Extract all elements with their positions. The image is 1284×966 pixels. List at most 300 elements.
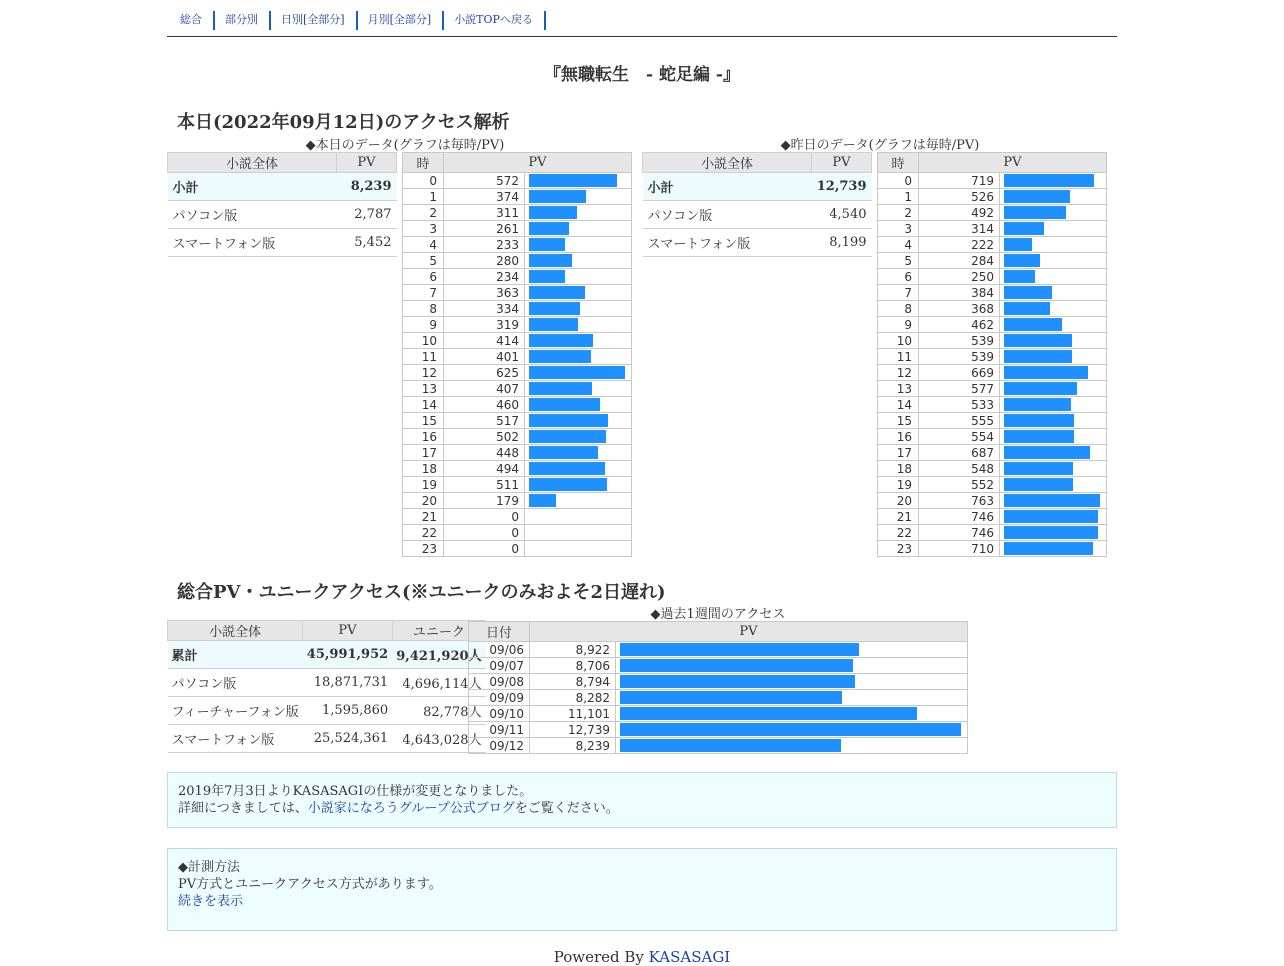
today-hour-bar [529, 206, 577, 219]
today-hour-label: 21 [403, 509, 444, 525]
yesterday-hour-bar [1004, 302, 1050, 315]
today-subtotal-value: 8,239 [337, 173, 397, 201]
week-row [469, 674, 968, 690]
week-bar-cell [616, 706, 968, 722]
nav-link-by-part[interactable]: 部分別 [225, 13, 258, 26]
today-hour-bar-cell [525, 365, 632, 381]
yesterday-hour-row [878, 397, 1107, 413]
yesterday-hour-label: 8 [878, 301, 919, 317]
today-hour-row [403, 397, 632, 413]
yesterday-hour-label: 3 [878, 221, 919, 237]
today-hour-value: 407 [444, 381, 525, 397]
week-bar [620, 691, 842, 704]
yesterday-hour-bar-cell [1000, 205, 1107, 221]
today-hour-bar-cell [525, 189, 632, 205]
today-hour-label: 6 [403, 269, 444, 285]
total-col-pv: PV [303, 621, 392, 641]
today-hour-label: 15 [403, 413, 444, 429]
yesterday-hour-row [878, 333, 1107, 349]
week-date: 09/12 [469, 738, 530, 754]
yesterday-hour-bar [1004, 494, 1100, 507]
yesterday-hour-value: 492 [919, 205, 1000, 221]
today-hour-bar-cell [525, 173, 632, 189]
yesterday-hour-label: 21 [878, 509, 919, 525]
notice-line2 [178, 800, 1106, 817]
today-sp-label: スマートフォン版 [168, 229, 337, 257]
today-hour-bar [529, 318, 578, 331]
today-hour-value: 234 [444, 269, 525, 285]
today-hour-bar-cell [525, 333, 632, 349]
yesterday-hour-value: 746 [919, 509, 1000, 525]
today-hour-bar-cell [525, 445, 632, 461]
yesterday-hour-bar [1004, 462, 1073, 475]
today-pc-value: 2,787 [337, 201, 397, 229]
week-date: 09/10 [469, 706, 530, 722]
yesterday-hour-bar [1004, 414, 1074, 427]
yesterday-subtotal-value: 12,739 [812, 173, 872, 201]
yesterday-hour-row [878, 445, 1107, 461]
yesterday-hour-label: 22 [878, 525, 919, 541]
week-date: 09/06 [469, 642, 530, 658]
nav-item-by-part[interactable] [215, 11, 271, 30]
yesterday-hour-bar-cell [1000, 493, 1107, 509]
yesterday-hour-bar-cell [1000, 349, 1107, 365]
yesterday-hour-bar-cell [1000, 413, 1107, 429]
yesterday-hour-label: 9 [878, 317, 919, 333]
yesterday-hour-bar-cell [1000, 461, 1107, 477]
yesterday-hour-bar [1004, 430, 1074, 443]
today-pc-label: パソコン版 [168, 201, 337, 229]
today-hour-bar-cell [525, 541, 632, 557]
today-hour-value: 494 [444, 461, 525, 477]
yesterday-hour-value: 669 [919, 365, 1000, 381]
today-hourly-table [402, 152, 632, 557]
yesterday-hour-row [878, 269, 1107, 285]
yesterday-hour-row [878, 477, 1107, 493]
today-hour-label: 0 [403, 173, 444, 189]
yesterday-hour-bar-cell [1000, 525, 1107, 541]
yesterday-hour-row [878, 461, 1107, 477]
today-hour-value: 233 [444, 237, 525, 253]
yesterday-hour-bar [1004, 190, 1070, 203]
yesterday-summary-row-pc [643, 201, 872, 229]
today-hour-bar [529, 414, 608, 427]
yesterday-hour-value: 533 [919, 397, 1000, 413]
today-hour-bar [529, 382, 592, 395]
today-heading: 本日(2022年09月12日)のアクセス解析 [177, 112, 510, 133]
today-hour-row [403, 317, 632, 333]
total-row-pc [168, 669, 486, 697]
yesterday-hour-value: 250 [919, 269, 1000, 285]
nav-item-monthly[interactable] [358, 11, 445, 30]
today-hour-bar-cell [525, 253, 632, 269]
nav-link-daily[interactable]: 日別[全部分] [281, 13, 345, 26]
yesterday-hour-row [878, 541, 1107, 557]
total-sp-pv: 25,524,361 [303, 725, 392, 753]
yesterday-sp-label: スマートフォン版 [643, 229, 812, 257]
kasasagi-link[interactable]: KASASAGI [648, 948, 731, 966]
yesterday-hour-value: 539 [919, 349, 1000, 365]
yesterday-hour-value: 719 [919, 173, 1000, 189]
yesterday-hour-bar [1004, 382, 1077, 395]
today-summary-row-pc [168, 201, 397, 229]
today-hour-value: 280 [444, 253, 525, 269]
yesterday-hour-label: 14 [878, 397, 919, 413]
today-hour-row [403, 285, 632, 301]
today-hour-bar-cell [525, 461, 632, 477]
yesterday-hour-bar-cell [1000, 221, 1107, 237]
yesterday-hour-bar [1004, 526, 1098, 539]
yesterday-hour-label: 2 [878, 205, 919, 221]
today-hour-bar-cell [525, 237, 632, 253]
today-hour-label: 14 [403, 397, 444, 413]
yesterday-hour-bar-cell [1000, 237, 1107, 253]
yesterday-hour-value: 763 [919, 493, 1000, 509]
today-hour-bar-cell [525, 493, 632, 509]
today-hour-row [403, 269, 632, 285]
yesterday-hour-bar [1004, 206, 1066, 219]
yesterday-hour-bar-cell [1000, 301, 1107, 317]
yesterday-summary-col-novel: 小説全体 [643, 153, 812, 173]
nav-item-overall[interactable] [173, 11, 215, 30]
total-cumulative-unique: 9,421,920人 [392, 641, 485, 669]
yesterday-hour-bar-cell [1000, 173, 1107, 189]
yesterday-hour-value: 554 [919, 429, 1000, 445]
today-hour-row [403, 461, 632, 477]
today-hour-row [403, 237, 632, 253]
total-cumulative-pv: 45,991,952 [303, 641, 392, 669]
total-fp-label: フィーチャーフォン版 [168, 697, 303, 725]
today-hour-row [403, 541, 632, 557]
today-hour-bar [529, 478, 607, 491]
nav-link-novel-top[interactable]: 小説TOPへ戻る [454, 13, 533, 26]
yesterday-hour-value: 687 [919, 445, 1000, 461]
yesterday-hour-row [878, 237, 1107, 253]
today-hour-label: 10 [403, 333, 444, 349]
yesterday-hour-value: 552 [919, 477, 1000, 493]
today-hour-bar [529, 398, 600, 411]
yesterday-hour-label: 15 [878, 413, 919, 429]
nav-item-daily[interactable] [271, 11, 358, 30]
today-hour-bar [529, 350, 591, 363]
total-pv-table [167, 620, 486, 753]
yesterday-hour-value: 368 [919, 301, 1000, 317]
today-hour-bar [529, 174, 617, 187]
today-hour-label: 8 [403, 301, 444, 317]
total-heading: 総合PV・ユニークアクセス(※ユニークのみおよそ2日遅れ) [177, 582, 666, 603]
today-hour-bar-cell [525, 269, 632, 285]
today-hour-value: 414 [444, 333, 525, 349]
yesterday-summary-row-subtotal [643, 173, 872, 201]
total-sp-label: スマートフォン版 [168, 725, 303, 753]
today-summary-col-pv: PV [337, 153, 397, 173]
today-hour-label: 12 [403, 365, 444, 381]
week-bar-cell [616, 642, 968, 658]
today-hour-bar [529, 270, 565, 283]
today-hour-row [403, 477, 632, 493]
week-date: 09/11 [469, 722, 530, 738]
yesterday-hour-label: 23 [878, 541, 919, 557]
week-pv: 8,794 [530, 674, 616, 690]
today-hour-label: 20 [403, 493, 444, 509]
today-hour-value: 511 [444, 477, 525, 493]
week-row [469, 706, 968, 722]
yesterday-hour-label: 12 [878, 365, 919, 381]
today-hour-bar [529, 302, 580, 315]
today-hourly-col-hour: 時 [403, 153, 444, 173]
today-hour-bar-cell [525, 301, 632, 317]
today-hour-value: 572 [444, 173, 525, 189]
today-hourly-col-pv: PV [444, 153, 632, 173]
total-col-novel: 小説全体 [168, 621, 303, 641]
yesterday-hour-bar [1004, 286, 1052, 299]
yesterday-hour-label: 10 [878, 333, 919, 349]
today-hour-bar [529, 494, 556, 507]
today-hour-bar-cell [525, 509, 632, 525]
week-bar [620, 707, 917, 720]
week-pv: 8,239 [530, 738, 616, 754]
notice-box [167, 772, 1117, 828]
yesterday-hour-row [878, 493, 1107, 509]
method-title: ◆計測方法 [178, 860, 240, 875]
week-bar-cell [616, 674, 968, 690]
today-hour-bar [529, 366, 625, 379]
yesterday-hour-row [878, 301, 1107, 317]
week-pv: 11,101 [530, 706, 616, 722]
yesterday-hour-bar [1004, 446, 1090, 459]
yesterday-hour-bar-cell [1000, 477, 1107, 493]
today-summary-table [167, 152, 397, 257]
today-hour-bar [529, 462, 605, 475]
yesterday-hour-row [878, 509, 1107, 525]
week-pv: 8,282 [530, 690, 616, 706]
yesterday-hour-value: 222 [919, 237, 1000, 253]
today-hour-row [403, 189, 632, 205]
today-hour-row [403, 253, 632, 269]
today-hour-value: 334 [444, 301, 525, 317]
yesterday-hour-bar [1004, 478, 1073, 491]
today-hour-row [403, 221, 632, 237]
yesterday-pc-label: パソコン版 [643, 201, 812, 229]
today-hour-bar [529, 238, 565, 251]
yesterday-hour-bar [1004, 270, 1035, 283]
today-hour-value: 319 [444, 317, 525, 333]
week-bar [620, 739, 841, 752]
yesterday-hour-bar [1004, 510, 1098, 523]
today-hour-bar [529, 190, 586, 203]
nav-link-overall[interactable]: 総合 [180, 13, 202, 26]
week-access-table [468, 621, 968, 754]
today-hour-bar-cell [525, 317, 632, 333]
today-hour-label: 3 [403, 221, 444, 237]
today-hour-bar-cell [525, 525, 632, 541]
method-box [167, 848, 1117, 931]
top-nav [167, 0, 1117, 37]
yesterday-hour-bar-cell [1000, 381, 1107, 397]
week-date: 09/08 [469, 674, 530, 690]
today-hour-label: 13 [403, 381, 444, 397]
yesterday-hour-row [878, 317, 1107, 333]
yesterday-subtotal-label: 小計 [643, 173, 812, 201]
week-pv: 12,739 [530, 722, 616, 738]
yesterday-hour-label: 19 [878, 477, 919, 493]
week-row [469, 738, 968, 754]
yesterday-hour-bar [1004, 174, 1094, 187]
yesterday-caption: ◆昨日のデータ(グラフは毎時/PV) [780, 138, 980, 153]
notice-line2-pre: 詳細につきましては、 [178, 801, 308, 816]
today-hour-label: 4 [403, 237, 444, 253]
today-hour-label: 1 [403, 189, 444, 205]
yesterday-hour-value: 314 [919, 221, 1000, 237]
yesterday-hour-bar-cell [1000, 333, 1107, 349]
yesterday-hour-row [878, 349, 1107, 365]
today-hour-bar-cell [525, 413, 632, 429]
today-hour-row [403, 301, 632, 317]
today-hour-bar [529, 222, 569, 235]
total-fp-pv: 1,595,860 [303, 697, 392, 725]
today-hour-row [403, 509, 632, 525]
today-hour-row [403, 365, 632, 381]
yesterday-hour-row [878, 205, 1107, 221]
yesterday-hour-bar-cell [1000, 445, 1107, 461]
yesterday-hour-bar-cell [1000, 317, 1107, 333]
nav-item-novel-top[interactable] [444, 11, 546, 30]
week-row [469, 722, 968, 738]
today-hour-bar-cell [525, 205, 632, 221]
yesterday-hour-bar [1004, 542, 1093, 555]
yesterday-hour-row [878, 285, 1107, 301]
yesterday-hour-label: 4 [878, 237, 919, 253]
yesterday-hour-value: 555 [919, 413, 1000, 429]
yesterday-hour-label: 13 [878, 381, 919, 397]
yesterday-hour-row [878, 413, 1107, 429]
yesterday-hour-value: 539 [919, 333, 1000, 349]
today-hour-value: 625 [444, 365, 525, 381]
yesterday-hour-label: 1 [878, 189, 919, 205]
total-row-featurephone [168, 697, 486, 725]
week-row [469, 642, 968, 658]
today-hour-label: 19 [403, 477, 444, 493]
today-hour-value: 401 [444, 349, 525, 365]
today-hour-label: 5 [403, 253, 444, 269]
today-summary-row-subtotal [168, 173, 397, 201]
total-fp-unique: 82,778人 [392, 697, 485, 725]
week-pv: 8,706 [530, 658, 616, 674]
yesterday-hour-value: 746 [919, 525, 1000, 541]
week-col-pv: PV [530, 622, 968, 642]
nav-link-monthly[interactable]: 月別[全部分] [367, 13, 432, 26]
today-caption: ◆本日のデータ(グラフは毎時/PV) [305, 138, 505, 153]
yesterday-sp-value: 8,199 [812, 229, 872, 257]
yesterday-hour-bar [1004, 350, 1072, 363]
today-hour-value: 0 [444, 525, 525, 541]
today-sp-value: 5,452 [337, 229, 397, 257]
today-summary-row-smartphone [168, 229, 397, 257]
today-hour-value: 502 [444, 429, 525, 445]
week-bar [620, 643, 859, 656]
today-hour-value: 311 [444, 205, 525, 221]
total-pc-unique: 4,696,114人 [392, 669, 485, 697]
yesterday-hour-row [878, 525, 1107, 541]
today-hour-bar-cell [525, 477, 632, 493]
yesterday-hour-label: 11 [878, 349, 919, 365]
yesterday-summary-table [642, 152, 872, 257]
today-hour-row [403, 429, 632, 445]
today-hour-bar [529, 334, 593, 347]
week-bar-cell [616, 658, 968, 674]
today-hour-value: 448 [444, 445, 525, 461]
show-more-link[interactable]: 続きを表示 [178, 894, 244, 909]
today-hour-label: 7 [403, 285, 444, 301]
today-hour-value: 363 [444, 285, 525, 301]
yesterday-hour-bar [1004, 318, 1062, 331]
today-hour-label: 18 [403, 461, 444, 477]
today-hour-row [403, 349, 632, 365]
yesterday-hour-bar [1004, 366, 1088, 379]
total-row-smartphone [168, 725, 486, 753]
today-hour-row [403, 445, 632, 461]
week-bar [620, 723, 961, 736]
week-bar-cell [616, 738, 968, 754]
today-hour-label: 16 [403, 429, 444, 445]
yesterday-hour-label: 5 [878, 253, 919, 269]
yesterday-hour-value: 710 [919, 541, 1000, 557]
yesterday-hour-row [878, 253, 1107, 269]
today-hour-bar [529, 430, 606, 443]
today-hour-value: 0 [444, 509, 525, 525]
yesterday-hour-label: 18 [878, 461, 919, 477]
today-hour-label: 23 [403, 541, 444, 557]
official-blog-link[interactable]: 小説家になろうグループ公式ブログ [307, 801, 515, 816]
yesterday-hour-bar-cell [1000, 509, 1107, 525]
today-hour-value: 460 [444, 397, 525, 413]
yesterday-hourly-col-pv: PV [919, 153, 1107, 173]
yesterday-hour-bar [1004, 254, 1040, 267]
yesterday-hour-bar [1004, 334, 1072, 347]
yesterday-hourly-col-hour: 時 [878, 153, 919, 173]
yesterday-hour-row [878, 189, 1107, 205]
week-bar-cell [616, 722, 968, 738]
yesterday-hour-row [878, 429, 1107, 445]
yesterday-hour-value: 384 [919, 285, 1000, 301]
today-hour-bar [529, 286, 585, 299]
yesterday-hour-label: 0 [878, 173, 919, 189]
week-row [469, 658, 968, 674]
yesterday-hour-bar-cell [1000, 269, 1107, 285]
yesterday-pc-value: 4,540 [812, 201, 872, 229]
yesterday-hour-bar [1004, 222, 1044, 235]
yesterday-hour-value: 526 [919, 189, 1000, 205]
week-bar-cell [616, 690, 968, 706]
yesterday-hour-bar-cell [1000, 429, 1107, 445]
yesterday-summary-col-pv: PV [812, 153, 872, 173]
today-hour-value: 374 [444, 189, 525, 205]
today-hour-row [403, 173, 632, 189]
week-date: 09/07 [469, 658, 530, 674]
yesterday-hour-bar-cell [1000, 285, 1107, 301]
total-sp-unique: 4,643,028人 [392, 725, 485, 753]
yesterday-hour-bar-cell [1000, 541, 1107, 557]
today-hour-bar-cell [525, 381, 632, 397]
total-col-unique: ユニーク [392, 621, 485, 641]
yesterday-hour-label: 7 [878, 285, 919, 301]
yesterday-hour-value: 284 [919, 253, 1000, 269]
yesterday-hour-value: 462 [919, 317, 1000, 333]
today-hour-bar [529, 254, 572, 267]
today-hour-row [403, 381, 632, 397]
method-text: PV方式とユニークアクセス方式があります。 [178, 877, 442, 892]
yesterday-hour-bar [1004, 238, 1032, 251]
